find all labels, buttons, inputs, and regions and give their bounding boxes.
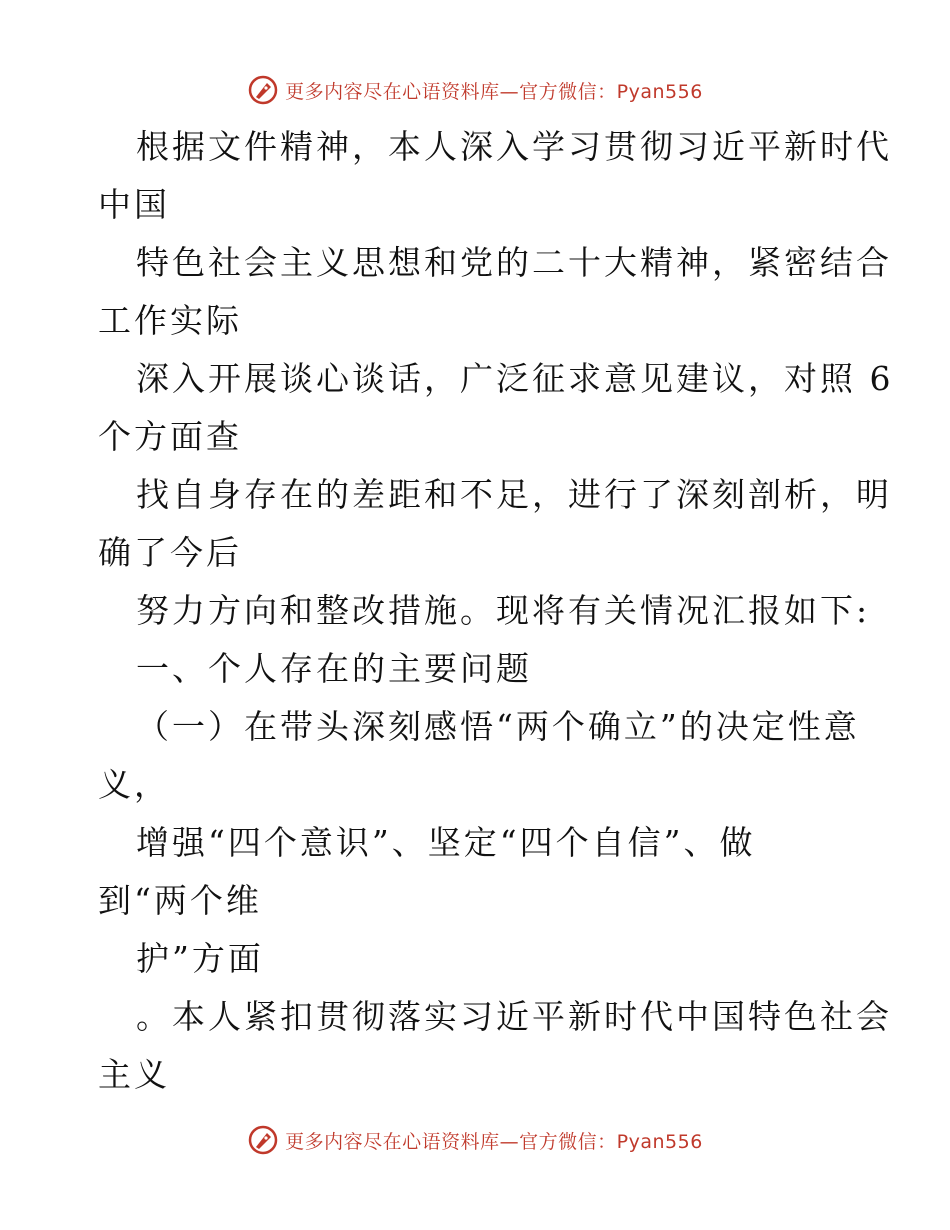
pen-nib-logo-icon xyxy=(247,74,279,106)
text-line: 主义 xyxy=(98,1055,170,1094)
header-banner-text: 更多内容尽在心语资料库—官方微信：Pyan556 xyxy=(285,80,703,103)
text-line: 护”方面 xyxy=(136,939,264,978)
pen-nib-logo-icon xyxy=(247,1124,279,1156)
text-line: 中国 xyxy=(98,185,170,224)
text-line: 个方面查 xyxy=(98,417,242,456)
document-body xyxy=(98,118,894,1104)
text-line: 确了今后 xyxy=(98,533,242,572)
text-line: 深入开展谈心谈话，广泛征求意见建议，对照 6 xyxy=(136,359,894,398)
text-line: 特色社会主义思想和党的二十大精神，紧密结合 xyxy=(136,243,892,282)
text-line: 找自身存在的差距和不足，进行了深刻剖析，明 xyxy=(136,475,892,514)
text-line: 根据文件精神，本人深入学习贯彻习近平新时代 xyxy=(136,127,892,166)
footer-banner xyxy=(0,1120,950,1160)
text-line: 义， xyxy=(98,765,170,804)
text-line: 工作实际 xyxy=(98,301,242,340)
header-banner xyxy=(0,70,950,110)
text-line: 。本人紧扣贯彻落实习近平新时代中国特色社会 xyxy=(136,997,892,1036)
text-line: 到“两个维 xyxy=(98,881,262,920)
text-line: 增强“四个意识”、坚定“四个自信”、做 xyxy=(136,823,756,862)
section-heading: 一、个人存在的主要问题 xyxy=(136,649,532,688)
footer-banner-text: 更多内容尽在心语资料库—官方微信：Pyan556 xyxy=(285,1130,703,1153)
subsection-heading: （一）在带头深刻感悟“两个确立”的决定性意 xyxy=(136,707,860,746)
text-line: 努力方向和整改措施。现将有关情况汇报如下: xyxy=(136,591,871,630)
